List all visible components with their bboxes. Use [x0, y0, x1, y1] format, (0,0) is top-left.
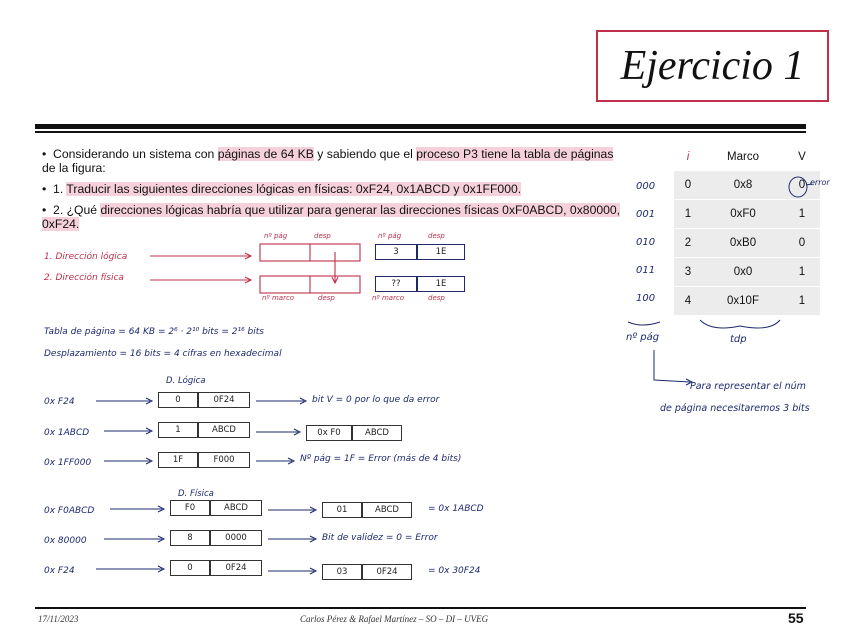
offset-box: ABCD — [198, 422, 250, 438]
frame-box: 0 — [170, 560, 210, 576]
offset-box: F000 — [198, 452, 250, 468]
error-note: error — [810, 178, 830, 187]
logical-result: Nº pág = 1F = Error (más de 4 bits) — [300, 454, 462, 464]
table-row: 0 0x8 0 — [674, 171, 820, 200]
col-header-v: V — [784, 143, 820, 171]
physical-addr: 0x 80000 — [44, 536, 87, 546]
physical-result: Bit de validez = 0 = Error — [322, 533, 438, 543]
label-desp-2: desp — [318, 294, 335, 302]
label-npag: nº pág — [264, 232, 288, 240]
footer-rule — [35, 607, 806, 609]
tabla-formula: Tabla de página = 64 KB = 2⁶ · 2¹⁰ bits = 2¹⁶ bits — [44, 327, 264, 337]
offset-box: 0F24 — [198, 392, 250, 408]
offset-box: ABCD — [362, 502, 412, 518]
bit-label: 100 — [636, 293, 656, 304]
offset-box: 0000 — [210, 530, 262, 546]
table-row: 2 0xB0 0 — [674, 229, 820, 258]
example-box: 3 — [375, 244, 417, 260]
table-row: 3 0x0 1 — [674, 258, 820, 287]
offset-box: 0F24 — [210, 560, 262, 576]
physical-result: = 0x 1ABCD — [428, 504, 484, 514]
tdp-bracket — [700, 320, 780, 328]
physical-result: = 0x 30F24 — [428, 566, 481, 576]
logical-result: bit V = 0 por lo que da error — [312, 395, 440, 405]
label-nmarco-ex: nº marco — [372, 294, 405, 302]
error-circle — [789, 177, 807, 197]
logical-addr: 0x 1ABCD — [44, 428, 90, 438]
physical-addr: 0x F24 — [44, 566, 75, 576]
page-box: 03 — [322, 564, 362, 580]
bit-label: 001 — [636, 209, 656, 220]
d-logica-label: D. Lógica — [166, 376, 206, 386]
label-dir-logica: 1. Dirección lógica — [44, 252, 128, 262]
frame-box: F0 — [170, 500, 210, 516]
tdp-label: tdp — [730, 334, 747, 345]
npag-bracket — [628, 322, 660, 325]
logical-addr: 0x F24 — [44, 397, 75, 407]
bullet-3: • 2. ¿Qué direcciones lógicas habría que utilizar para generar las direcciones físicas 0xF0ABCD, 0x80000, 0xF24. — [42, 203, 621, 231]
bits-note: Para representar el núm de página necesitaremos 3 bits — [660, 381, 810, 414]
example-box: 1E — [417, 276, 465, 292]
table-row: 4 0x10F 1 — [674, 287, 820, 316]
label-desp-ex-2: desp — [428, 294, 445, 302]
bit-label: 000 — [636, 181, 656, 192]
bullet-1: • Considerando un sistema con páginas de 64 KB y sabiendo que el proceso P3 tiene la tabla de páginas de la figura: — [42, 147, 614, 175]
footer-authors: Carlos Pérez & Rafael Martínez – SO – DI – UVEG — [300, 614, 489, 624]
bit-label: 011 — [636, 265, 656, 276]
label-npag-ex: nº pág — [378, 232, 402, 240]
logical-addr: 0x 1FF000 — [44, 458, 92, 468]
example-box: ?? — [375, 276, 417, 292]
desp-formula: Desplazamiento = 16 bits = 4 cifras en hexadecimal — [44, 349, 282, 359]
label-nmarco: nº marco — [262, 294, 295, 302]
offset-box: ABCD — [352, 425, 402, 441]
physical-addr: 0x F0ABCD — [44, 506, 95, 516]
npag-label: nº pág — [626, 332, 660, 343]
label-dir-fisica: 2. Dirección física — [44, 273, 124, 283]
d-fisica-label: D. Física — [178, 489, 214, 499]
table-row: 1 0xF0 1 — [674, 200, 820, 229]
col-header-marco: Marco — [702, 143, 784, 171]
page-box: 0 — [158, 392, 198, 408]
offset-box: 0F24 — [362, 564, 412, 580]
page-box: 1F — [158, 452, 198, 468]
frame-box: 8 — [170, 530, 210, 546]
bullet-2: • 1. Traducir las siguientes direcciones lógicas en físicas: 0xF24, 0x1ABCD y 0x1FF000. — [42, 182, 522, 196]
page-box: 1 — [158, 422, 198, 438]
bit-label: 010 — [636, 237, 656, 248]
label-desp: desp — [314, 232, 331, 240]
frame-box: 0x F0 — [306, 425, 352, 441]
offset-box: ABCD — [210, 500, 262, 516]
example-box: 1E — [417, 244, 465, 260]
label-desp-ex: desp — [428, 232, 445, 240]
footer-date: 17/11/2023 — [38, 614, 79, 624]
page-box: 01 — [322, 502, 362, 518]
slide-title: Ejercicio 1 — [620, 43, 805, 89]
page-number: 55 — [788, 610, 804, 626]
col-header-i: i — [674, 143, 702, 171]
